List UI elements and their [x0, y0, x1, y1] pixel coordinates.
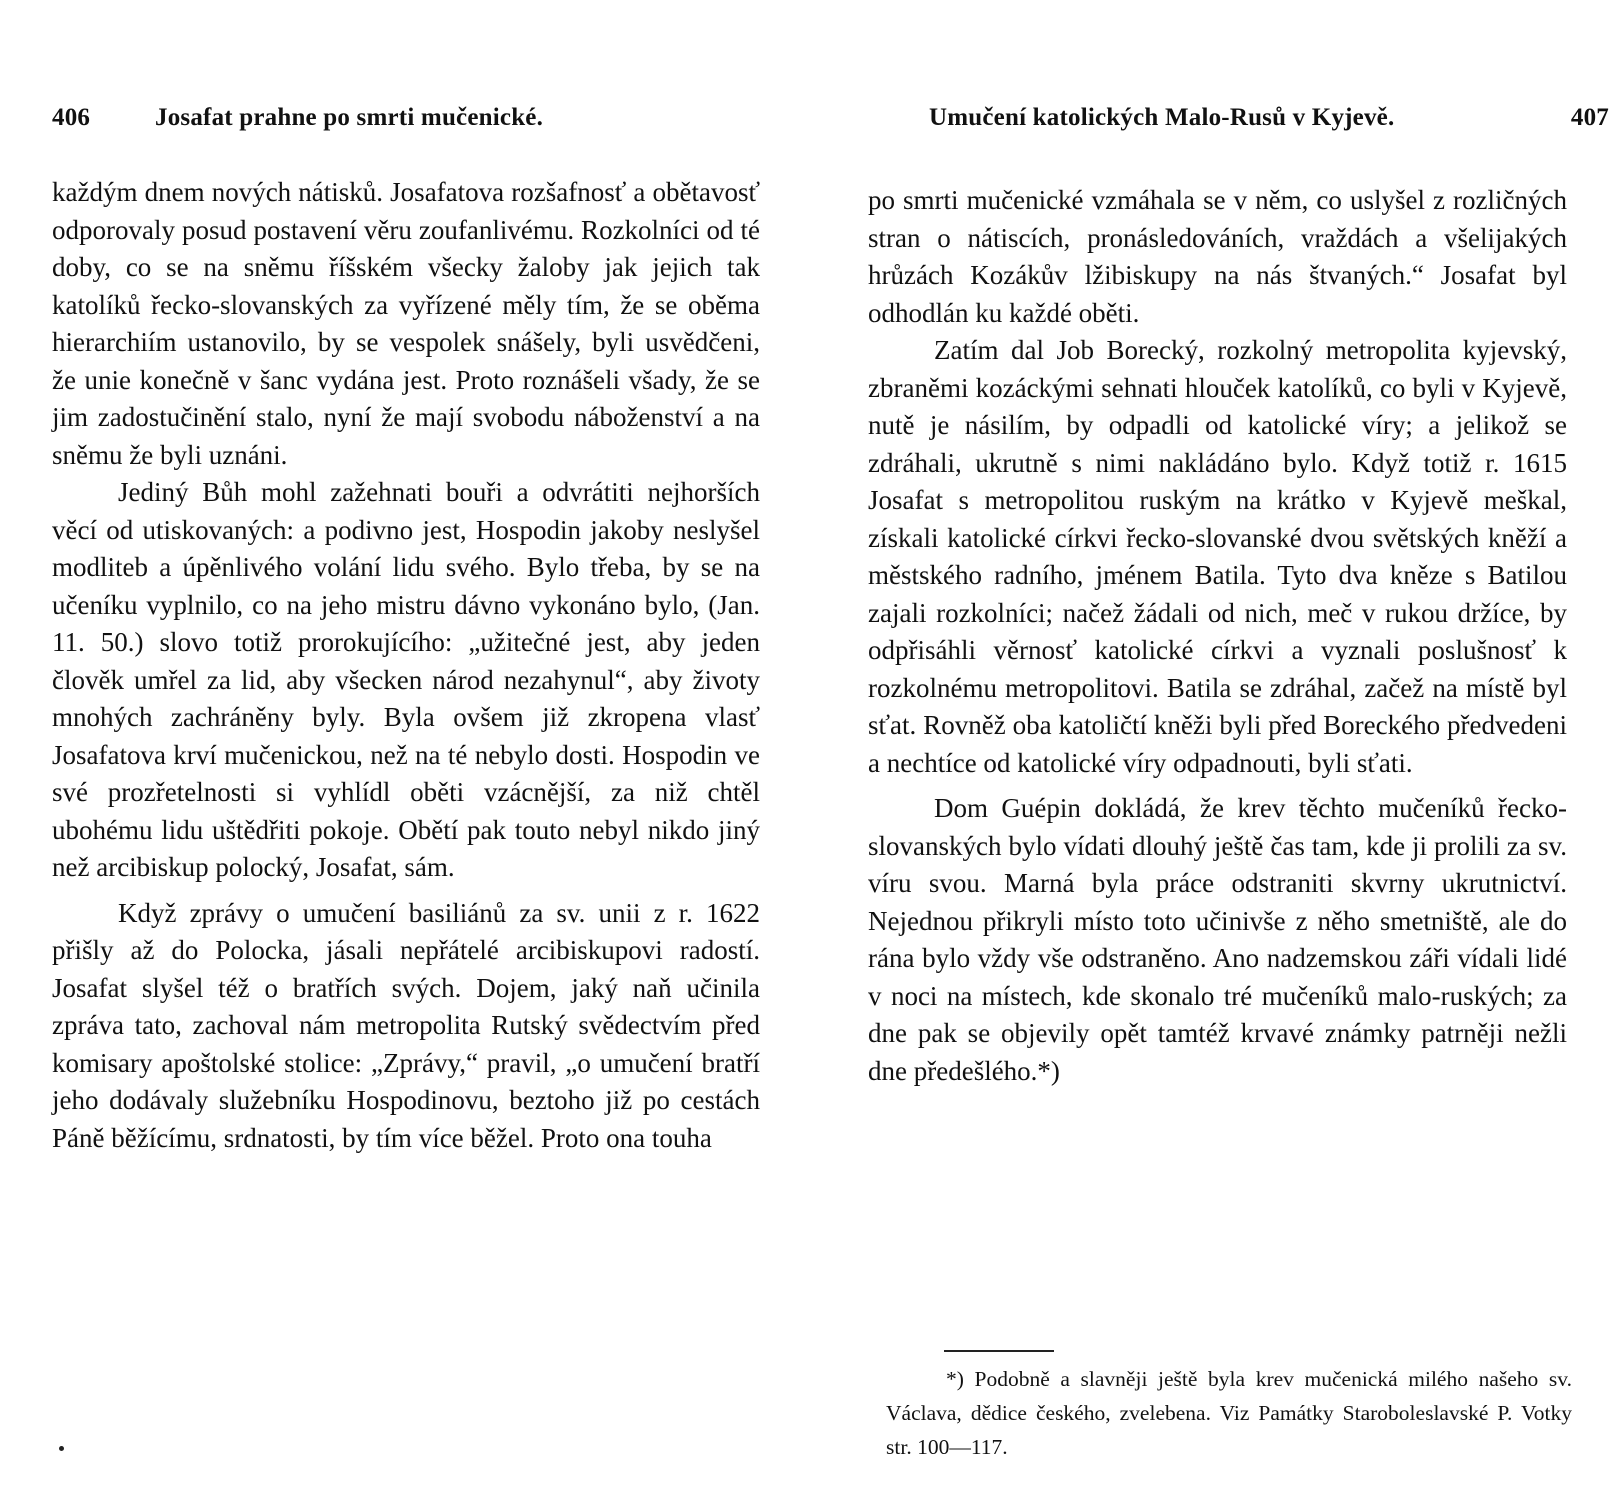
left-paragraph-3: Když zprávy o umučení basiliánů za sv. unii z r. 1622 přišly až do Polocka, jásali nepřátelé arcibiskupovi radostí. Josafat slyšel též o bratřích svých. Dojem, jaký naň učinila zpráva tato, zachoval nám metropolita Rutský svědectvím před komisary apoštolské stolice: „Zprávy,“ pravil, „o umučení bratří jeho dodávaly služebníku Hospodinovu, beztoho již po cestách Páně běžícímu, srdnatosti, by tím více běžel. Proto ona touha: [52, 897, 760, 1153]
right-paragraph-1: po smrti mučenické vzmáhala se v něm, co uslyšel z rozličných stran o nátiscích, pronásledováních, vraždách a všelijakých hrůzách Kozákův lžibiskupy na nás štvaných.“ Josafat byl odhodlán ku každé oběti.: [868, 185, 1567, 328]
right-page-number: 407: [1570, 104, 1609, 131]
right-running-head: [929, 104, 1609, 132]
left-running-head: [52, 104, 543, 132]
left-header-title: Josafat prahne po smrti mučenické.: [155, 104, 544, 131]
footnote-text: *) Podobně a slavněji ještě byla krev mučenická milého našeho sv. Václava, dědice českého, zvelebena. Viz Památky Staroboleslavské P. Votky str. 100—117.: [886, 1367, 1572, 1459]
left-paragraph-2: Jediný Bůh mohl zažehnati bouři a odvrátiti nejhorších věcí od utiskovaných: a podivno jest, Hospodin jakoby neslyšel modliteb a úpěnlivého volání lidu svého. Bylo třeba, by se na učeníku vyplnilo, co na jeho mistru dávno vykonáno bylo, (Jan. 11. 50.) slovo totiž prorokujícího: „užitečné jest, aby jeden člověk umřel za lid, aby všecken národ nezahynul“, aby životy mnohých zachráněny byly. Byla ovšem již zkropena vlasť Josafatova krví mučenickou, než na té nebylo dosti. Hospodin ve své prozřetelnosti si vyhlídl oběti vzácnější, za niž chtěl ubohému lidu uštědřiti pokoje. Obětí pak touto nebyl nikdo jiný než arcibiskup polocký, Josafat, sám.: [52, 477, 760, 882]
footnote: [886, 1362, 1572, 1464]
left-text-block: [52, 174, 760, 1157]
right-paragraph-3: Dom Guépin dokládá, že krev těchto mučeníků řecko-slovanských bylo vídati dlouhý ještě čas tam, kde ji prolili za sv. víru svou. Marná byla práce odstraniti skvrny ukrutnictví. Nejednou přikryli místo toto učinivše z něho smetniště, ale do rána bylo vždy vše odstraněno. Ano nadzemskou záři vídali lidé v noci na místech, kde skonalo tré mučeníků malo-ruských; za dne pak se objevily opět tamtéž krvavé známky patrněji nežli dne předešlého.*): [868, 793, 1567, 1086]
right-text-block: [868, 182, 1567, 1090]
left-paragraph-1: každým dnem nových nátisků. Josafatova rozšafnosť a obětavosť odporovaly posud postavení věru zoufanlivému. Rozkolníci od té doby, co se na sněmu říšském všecky žaloby jak jejich tak katolíků řecko-slovanských za vyřízené měly tím, že se oběma hierarchiím ustanovilo, by se vespolek snášely, byli usvědčeni, že unie konečně v šanc vydána jest. Proto roznášeli všady, že se jim zadostučinění stalo, nyní že mají svobodu náboženství a na sněmu že byli uznáni.: [52, 177, 760, 470]
footnote-divider: [944, 1350, 1054, 1352]
stray-mark: [59, 1446, 64, 1451]
right-paragraph-2: Zatím dal Job Borecký, rozkolný metropolita kyjevský, zbraněmi kozáckými sehnati hlouček katolíků, co byli v Kyjevě, nutě je násilím, by odpadli od katolické víry; a jelikož se zdráhali, ukrutně s nimi nakládáno bylo. Když totiž r. 1615 Josafat s metropolitou ruským na krátko v Kyjevě meškal, získali katolické církvi řecko-slovanské dvou světských kněží a městského radního, jménem Batila. Tyto dva kněze s Batilou zajali rozkolníci; načež žádali od nich, meč v rukou držíce, by odpřisáhli věrnosť katolické církvi a vyznali poslušnosť k rozkolnému metropolitovi. Batila se zdráhal, začež na místě byl sťat. Rovněž oba katoličtí kněži byli před Boreckého předvedeni a nechtíce od katolické víry odpadnouti, byli sťati.: [868, 335, 1567, 778]
right-header-title: Umučení katolických Malo-Rusů v Kyjevě.: [929, 104, 1395, 131]
left-page-number: 406: [52, 104, 91, 131]
